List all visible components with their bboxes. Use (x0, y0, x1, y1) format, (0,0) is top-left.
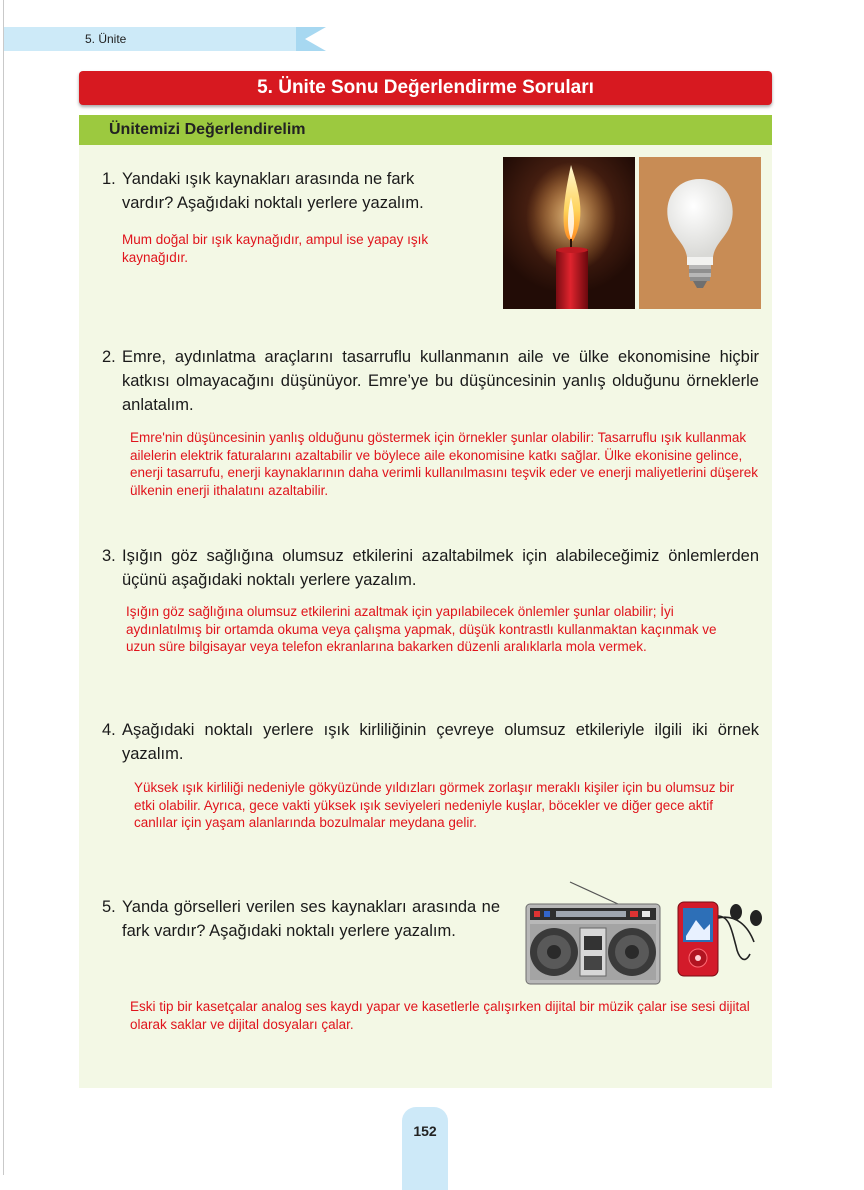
question-number: 1. (102, 170, 116, 188)
light-bulb-image (639, 157, 761, 309)
cassette-player-image (522, 880, 664, 988)
question-text: Yanda görselleri verilen ses kaynakları arasında ne fark vardır? Aşağıdaki noktalı yerlere yazalım. (122, 898, 500, 940)
candle-image (503, 157, 635, 309)
question-5 (102, 895, 500, 943)
question-number: 5. (102, 898, 116, 916)
answer-2: Emre'nin düşüncesinin yanlış olduğunu göstermek için örnekler şunlar olabilir: Tasarruflu ışık kullanmak ailelerin elektrik faturalarını azaltabilir ve böylece aile ekonomisine katkı sağlar. Ülke ekonisine gelince, enerji tasarrufu, enerji kaynaklarının daha verimli kullanılmasını teşvik eder ve enerji maliyetlerini düşerek ülkenin enerji ithalatını azaltabilir. (130, 430, 759, 498)
unit-tab (4, 27, 304, 51)
page-title-bar (79, 71, 772, 105)
page-number-tab (402, 1107, 448, 1190)
page-margin-line (3, 0, 4, 1175)
answer-5: Eski tip bir kasetçalar analog ses kaydı yapar ve kasetlerle çalışırken dijital bir müzik çalar ise sesi dijital olarak saklar ve dijital dosyaları çalar. (130, 999, 750, 1032)
question-4 (102, 718, 759, 766)
unit-tab-arrow-icon (296, 27, 326, 51)
page-title: 5. Ünite Sonu Değerlendirme Soruları (257, 77, 594, 98)
page-number: 152 (413, 1123, 437, 1139)
question-number: 2. (102, 348, 116, 366)
question-number: 3. (102, 547, 116, 565)
question-text: Aşağıdaki noktalı yerlere ışık kirliliğinin çevreye olumsuz etkileriyle ilgili iki örnek yazalım. (122, 721, 759, 763)
question-text: Emre, aydınlatma araçlarını tasarruflu kullanmanın aile ve ülke ekonomisine hiçbir katkısı olmayacağını düşünüyor. Emre’ye bu düşüncesinin yanlış olduğunu örneklerle anlatalım. (122, 348, 759, 414)
question-2 (102, 345, 759, 417)
mp3-player-image (674, 896, 764, 980)
answer-4: Yüksek ışık kirliliği nedeniyle gökyüzünde yıldızları görmek zorlaşır meraklı kişiler için bu olumsuz bir etki olabilir. Ayrıca, gece vakti yüksek ışık seviyeleri nedeniyle kuşlar, böcekler ve diğer gece aktif canlılar için yaşam alanlarında bozulmalar meydana gelir. (134, 780, 735, 830)
question-1 (102, 167, 454, 215)
question-text: Yandaki ışık kaynakları arasında ne fark vardır? Aşağıdaki noktalı yerlere yazalım. (122, 170, 424, 212)
question-number: 4. (102, 721, 116, 739)
question-text: Işığın göz sağlığına olumsuz etkilerini azaltabilmek için alabileceğimiz önlemlerden üçünü aşağıdaki noktalı yerlere yazalım. (122, 547, 759, 589)
question-3 (102, 544, 759, 592)
section-header (79, 115, 772, 145)
unit-label: 5. Ünite (85, 32, 127, 46)
section-title: Ünitemizi Değerlendirelim (109, 121, 306, 138)
answer-3: Işığın göz sağlığına olumsuz etkilerini azaltmak için yapılabilecek önlemler şunlar olabilir; İyi aydınlatılmış bir ortamda okuma veya çalışma yapmak, düşük kontrastlı kullanmaktan kaçınmak ve uzun süre bilgisayar veya telefon ekranlarına bakarken düzenli aralıklarla mola vermek. (126, 604, 717, 654)
answer-1: Mum doğal bir ışık kaynağıdır, ampul ise yapay ışık kaynağıdır. (122, 232, 429, 265)
